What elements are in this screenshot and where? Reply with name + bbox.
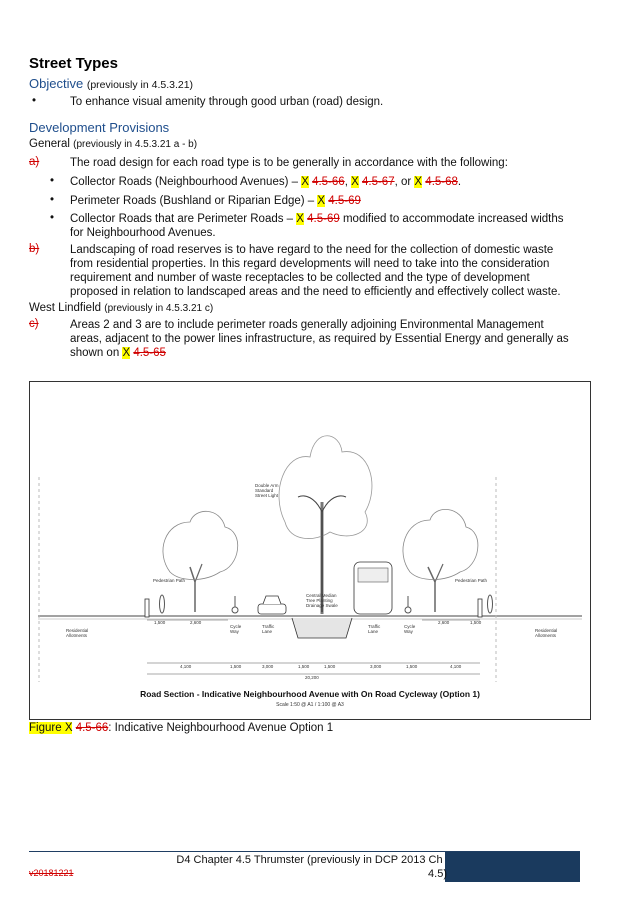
bus [354,562,392,614]
dim-top-left-2: 2,600 [190,620,202,625]
bullet-icon: • [32,95,37,107]
footer-text [172,853,447,881]
bottom-dimensions [180,664,462,669]
provisions-heading: Development Provisions [29,120,170,135]
tree-right [403,509,478,612]
road-section-drawing [30,382,590,719]
figure-title: Road Section - Indicative Neighbourhood Avenue with On Road Cycleway (Option 1) [140,689,480,699]
separator: , or [394,176,412,188]
objective-title: Objective [29,76,84,91]
collector-perimeter-text: Collector Roads that are Perimeter Roads – [70,213,294,225]
cycle-way-left-label-2: Way [230,629,239,634]
deleted-ref: 4.5-68 [425,176,458,188]
bullet-icon: • [50,175,55,187]
caption-text: : Indicative Neighbourhood Avenue Option 1 [108,722,334,734]
dim-total: 20,200 [305,675,319,680]
item-b-line-1: Landscaping of road reserves is to have regard to the need for the collection of domestic waste [70,244,554,256]
light-label-3: Street Light [255,493,279,498]
median-swale [292,618,352,638]
traffic-lane-left-label-2: Lane [262,629,273,634]
dim-bottom-label: 3,000 [370,664,382,669]
dim-bottom-label: 1,500 [230,664,242,669]
deleted-ref: 4.5-66 [312,176,345,188]
objective-bullet: To enhance visual amenity through good urban (road) design. [70,96,384,108]
bullet-icon: • [50,212,55,224]
traffic-lane-right-label-1: Traffic [368,624,381,629]
collector-roads-text: Collector Roads (Neighbourhood Avenues) – [70,176,299,188]
traffic-lane-left-label-1: Traffic [262,624,275,629]
median-label-3: Drainage Swale [306,603,338,608]
bullet-perimeter-roads [70,194,595,208]
deleted-ref: 4.5-69 [307,213,340,225]
boundary-post-right [478,599,482,617]
car [258,596,286,614]
median-label-2: Tree Planting [306,598,333,603]
cyclist-right [405,596,411,613]
figure-caption [29,722,333,734]
bullet-icon: • [50,194,55,206]
item-a-label: a) [29,156,40,168]
boundary-post-left [145,599,149,617]
figure-ref-x: X [122,347,131,359]
item-c-line-1: Areas 2 and 3 are to include perimeter roads generally adjoining Environmental Management [70,319,544,331]
separator: , [344,176,348,188]
item-b-line-3: requirement and number of waste receptacles to be collected and the type of development [70,272,530,284]
cycle-way-right-label-1: Cycle [404,624,416,629]
dim-bottom-label: 4,100 [180,664,192,669]
light-label-2: Standard [255,488,274,493]
footer-line-2: 4.5) [428,868,447,880]
item-c-line-2: areas, adjacent to the power lines infrastructure, as required by Essential Energy and generally as [70,333,569,345]
residential-right-label-2: Allotments [535,633,557,638]
version-stamp: v20181221 [29,868,74,878]
item-b-line-2: from residential properties. In this regard developments will need to take into the consideration [70,258,550,270]
traffic-lane-right-label-2: Lane [368,629,379,634]
collector-perimeter-rest: modified to accommodate increased widths [342,213,564,225]
objective-note: (previously in 4.5.3.21) [86,79,194,91]
bullet-collector-roads [70,175,595,189]
general-heading [29,138,197,150]
pedestrian-path-right-label: Pedestrian Path [455,578,488,583]
dim-bottom-label: 3,000 [262,664,274,669]
median-label-1: Central Median [306,593,337,598]
west-lindfield-heading [29,302,213,314]
figure-ref-x: X [414,176,423,188]
west-lindfield-note: (previously in 4.5.3.21 c) [104,303,214,314]
road-section-figure [29,381,591,720]
tree-left [163,511,238,612]
figure-ref-x: X [317,195,326,207]
residential-left-label-2: Allotments [66,633,88,638]
residential-right-label-1: Residential [535,628,558,633]
deleted-ref: 4.5-69 [328,195,361,207]
item-c-label: c) [29,318,39,330]
objective-heading [29,76,193,91]
figure-ref-x: X [301,176,309,188]
dim-bottom-label: 1,500 [324,664,336,669]
deleted-ref: 4.5-67 [361,176,395,188]
item-c-line-3 [70,346,595,360]
deleted-ref: 4.5-65 [133,347,166,359]
figure-scale: Scale 1:50 @ A1 / 1:100 @ A3 [276,702,344,708]
dim-top-right-1: 2,600 [438,620,450,625]
general-note: (previously in 4.5.3.21 a - b) [73,139,198,150]
page-heading: Street Types [29,55,118,72]
separator: . [457,176,462,188]
item-b-label: b) [29,243,40,255]
cycle-way-right-label-2: Way [404,629,413,634]
dim-top-left-1: 1,500 [154,620,166,625]
figure-ref-x: X [351,176,359,188]
pedestrian-right [488,595,493,613]
perimeter-roads-text: Perimeter Roads (Bushland or Riparian Edge) – [70,195,315,207]
residential-left-label-1: Residential [66,628,89,633]
caption-prefix: Figure [29,722,62,734]
bullet-collector-perimeter [70,212,595,226]
item-a-text: The road design for each road type is to be generally in accordance with the following: [70,157,508,169]
dim-top-right-2: 1,500 [470,620,482,625]
west-lindfield-title: West Lindfield [29,302,102,314]
pedestrian-path-left-label: Pedestrian Path [153,578,186,583]
bullet-collector-perimeter-line2: for Neighbourhood Avenues. [70,227,216,239]
dim-bottom-label: 1,500 [406,664,418,669]
general-title: General [29,138,70,150]
cyclist-left [232,596,238,613]
figure-ref-x: X [296,213,304,225]
item-b-line-4: proposed in relation to landscaped areas and the need to efficiently and effectively collect waste. [70,286,561,298]
light-label-1: Double Arm [255,483,279,488]
caption-x: X [64,722,73,734]
item-c-last-text: shown on [70,347,120,359]
cycle-way-left-label-1: Cycle [230,624,242,629]
pedestrian-left [160,595,165,613]
caption-old-ref: 4.5-66 [75,722,109,734]
footer-line-1: D4 Chapter 4.5 Thrumster (previously in DCP 2013 Ch [176,854,443,866]
dim-bottom-label: 1,500 [298,664,310,669]
footer-block [445,852,580,882]
dim-bottom-label: 4,100 [450,664,462,669]
